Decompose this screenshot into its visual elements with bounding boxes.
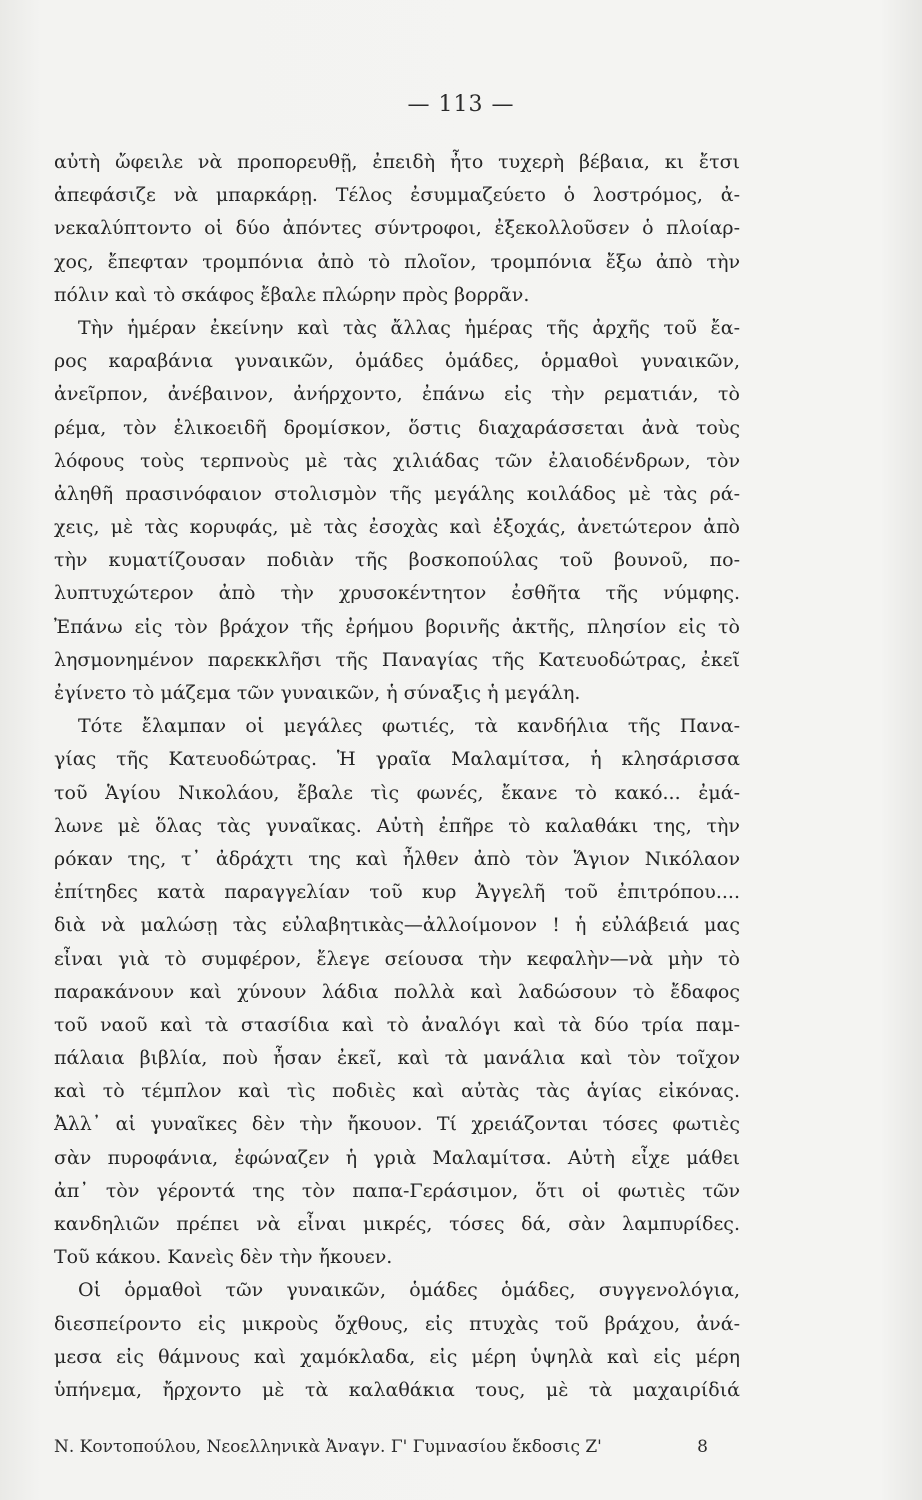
text-line: ἀνεῖρπον, ἀνέβαινον, ἀνήρχοντο, ἐπάνω εἰς τὴν ρεματιάν, τὸ — [54, 383, 740, 406]
text-line: λόφους τοὺς τερπνοὺς μὲ τὰς χιλιάδας τῶν ἐλαιοδένδρων, τὸν — [54, 449, 740, 472]
text-line: ρος καραβάνια γυναικῶν, ὁμάδες ὁμάδες, ὁρμαθοὶ γυναικῶν, — [54, 350, 740, 373]
text-line: ἀπ᾿ τὸν γέροντά της τὸν παπα-Γεράσιμον, ὅτι οἱ φωτιὲς τῶν — [54, 1179, 740, 1202]
text-line: νεκαλύπτοντο οἱ δύο ἀπόντες σύντροφοι, ἐξεκολλοῦσεν ὁ πλοίαρ- — [54, 217, 740, 240]
footer-sheet-number: 8 — [697, 1437, 708, 1457]
text-line: ἐγίνετο τὸ μάζεμα τῶν γυναικῶν, ἡ σύναξις ἡ μεγάλη. — [54, 682, 581, 704]
text-line: Οἱ ὁρμαθοὶ τῶν γυναικῶν, ὁμάδες ὁμάδες, συγγενολόγια, — [78, 1279, 740, 1302]
text-line: πάλαια βιβλία, ποὺ ἦσαν ἐκεῖ, καὶ τὰ μανάλια καὶ τὸν τοῖχον — [54, 1047, 740, 1070]
text-line: αὐτὴ ὤφειλε νὰ προπορευθῇ, ἐπειδὴ ἦτο τυχερὴ βέβαια, κι ἔτσι — [54, 151, 740, 173]
text-line: Τοῦ κάκου. Κανεὶς δὲν τὴν ἤκουεν. — [54, 1246, 393, 1269]
text-line: χος, ἔπεφταν τρομπόνια ἀπὸ τὸ πλοῖον, τρομπόνια ἔξω ἀπὸ τὴν — [54, 250, 740, 273]
text-line: καὶ τὸ τέμπλον καὶ τὶς ποδιὲς καὶ αὐτὰς τὰς ἁγίας εἰκόνας. — [54, 1080, 740, 1103]
text-line: τοῦ ναοῦ καὶ τὰ στασίδια καὶ τὸ ἀναλόγι καὶ τὰ δύο τρία παμ- — [54, 1013, 740, 1036]
text-line: λωνε μὲ ὅλας τὰς γυναῖκας. Αὐτὴ ἐπῆρε τὸ καλαθάκι της, τὴν — [54, 814, 740, 837]
footer-signature-line: Ν. Κοντοπούλου, Νεοελληνικὰ Ἀναγν. Γ' Γυμνασίου ἔκδοσις Ζ' — [54, 1437, 602, 1457]
page-footer — [54, 1437, 708, 1467]
text-line: Τότε ἔλαμπαν οἱ μεγάλες φωτιές, τὰ κανδήλια τῆς Πανα- — [78, 715, 740, 738]
text-line: σὰν πυροφάνια, ἐφώναζεν ἡ γριὰ Μαλαμίτσα. Αὐτὴ εἶχε μάθει — [54, 1146, 740, 1169]
text-line: πόλιν καὶ τὸ σκάφος ἔβαλε πλώρην πρὸς βορρᾶν. — [54, 283, 530, 306]
text-line: Ἐπάνω εἰς τὸν βράχον τῆς ἐρήμου βορινῆς ἀκτῆς, πλησίον εἰς τὸ — [54, 615, 740, 638]
body-text — [54, 146, 740, 1407]
text-line: λησμονημένον παρεκκλῆσι τῆς Παναγίας τῆς Κατευοδώτρας, ἐκεῖ — [54, 648, 740, 671]
text-line: λυπτυχώτερον ἀπὸ τὴν χρυσοκέντητον ἐσθῆτα τῆς νύμφης. — [54, 582, 740, 605]
text-line: χεις, μὲ τὰς κορυφάς, μὲ τὰς ἐσοχὰς καὶ ἐξοχάς, ἀνετώτερον ἀπὸ — [54, 516, 740, 539]
text-line: παρακάνουν καὶ χύνουν λάδια πολλὰ καὶ λαδώσουν τὸ ἔδαφος — [54, 980, 740, 1003]
page-number: — 113 — — [407, 92, 515, 117]
text-line: γίας τῆς Κατευοδώτρας. Ἡ γραῖα Μαλαμίτσα, ἡ κλησάρισσα — [54, 748, 740, 771]
text-line: ρέμα, τὸν ἑλικοειδῆ δρομίσκον, ὅστις διαχαράσσεται ἀνὰ τοὺς — [54, 416, 740, 439]
text-line: Τὴν ἡμέραν ἐκείνην καὶ τὰς ἄλλας ἡμέρας τῆς ἀρχῆς τοῦ ἔα- — [78, 316, 740, 339]
text-line: τὴν κυματίζουσαν ποδιὰν τῆς βοσκοπούλας τοῦ βουνοῦ, πο- — [54, 549, 740, 572]
text-line: ἐπίτηδες κατὰ παραγγελίαν τοῦ κυρ Ἀγγελῆ τοῦ ἐπιτρόπου.... — [54, 881, 740, 904]
text-line: διὰ νὰ μαλώσῃ τὰς εὐλαβητικὰς—ἀλλοίμονον ! ἡ εὐλάβειά μας — [54, 914, 740, 937]
text-line: κανδηλιῶν πρέπει νὰ εἶναι μικρές, τόσες δά, σὰν λαμπυρίδες. — [54, 1213, 740, 1235]
text-line: ἀπεφάσιζε νὰ μπαρκάρῃ. Τέλος ἐσυμμαζεύετο ὁ λοστρόμος, ἀ- — [54, 184, 740, 207]
text-line: εἶναι γιὰ τὸ συμφέρον, ἔλεγε σείουσα τὴν κεφαλὴν—νὰ μὴν τὸ — [54, 947, 740, 970]
text-line: ἀληθῆ πρασινόφαιον στολισμὸν τῆς μεγάλης κοιλάδος μὲ τὰς ρά- — [54, 482, 740, 505]
text-line: διεσπείροντο εἰς μικροὺς ὄχθους, εἰς πτυχὰς τοῦ βράχου, ἀνά- — [54, 1312, 740, 1335]
text-line: μεσα εἰς θάμνους καὶ χαμόκλαδα, εἰς μέρη ὑψηλὰ καὶ εἰς μέρη — [54, 1345, 740, 1368]
text-line: Ἀλλ᾿ αἱ γυναῖκες δὲν τὴν ἤκουον. Τί χρειάζονται τόσες φωτιὲς — [54, 1113, 740, 1136]
text-line: ὑπήνεμα, ἤρχοντο μὲ τὰ καλαθάκια τους, μὲ τὰ μαχαιρίδιά — [54, 1378, 740, 1401]
text-line: ρόκαν της, τ᾿ ἀδράχτι της καὶ ἦλθεν ἀπὸ τὸν Ἅγιον Νικόλαον — [54, 847, 740, 870]
text-line: τοῦ Ἁγίου Νικολάου, ἔβαλε τὶς φωνές, ἔκανε τὸ κακό... ἐμά- — [54, 781, 740, 804]
